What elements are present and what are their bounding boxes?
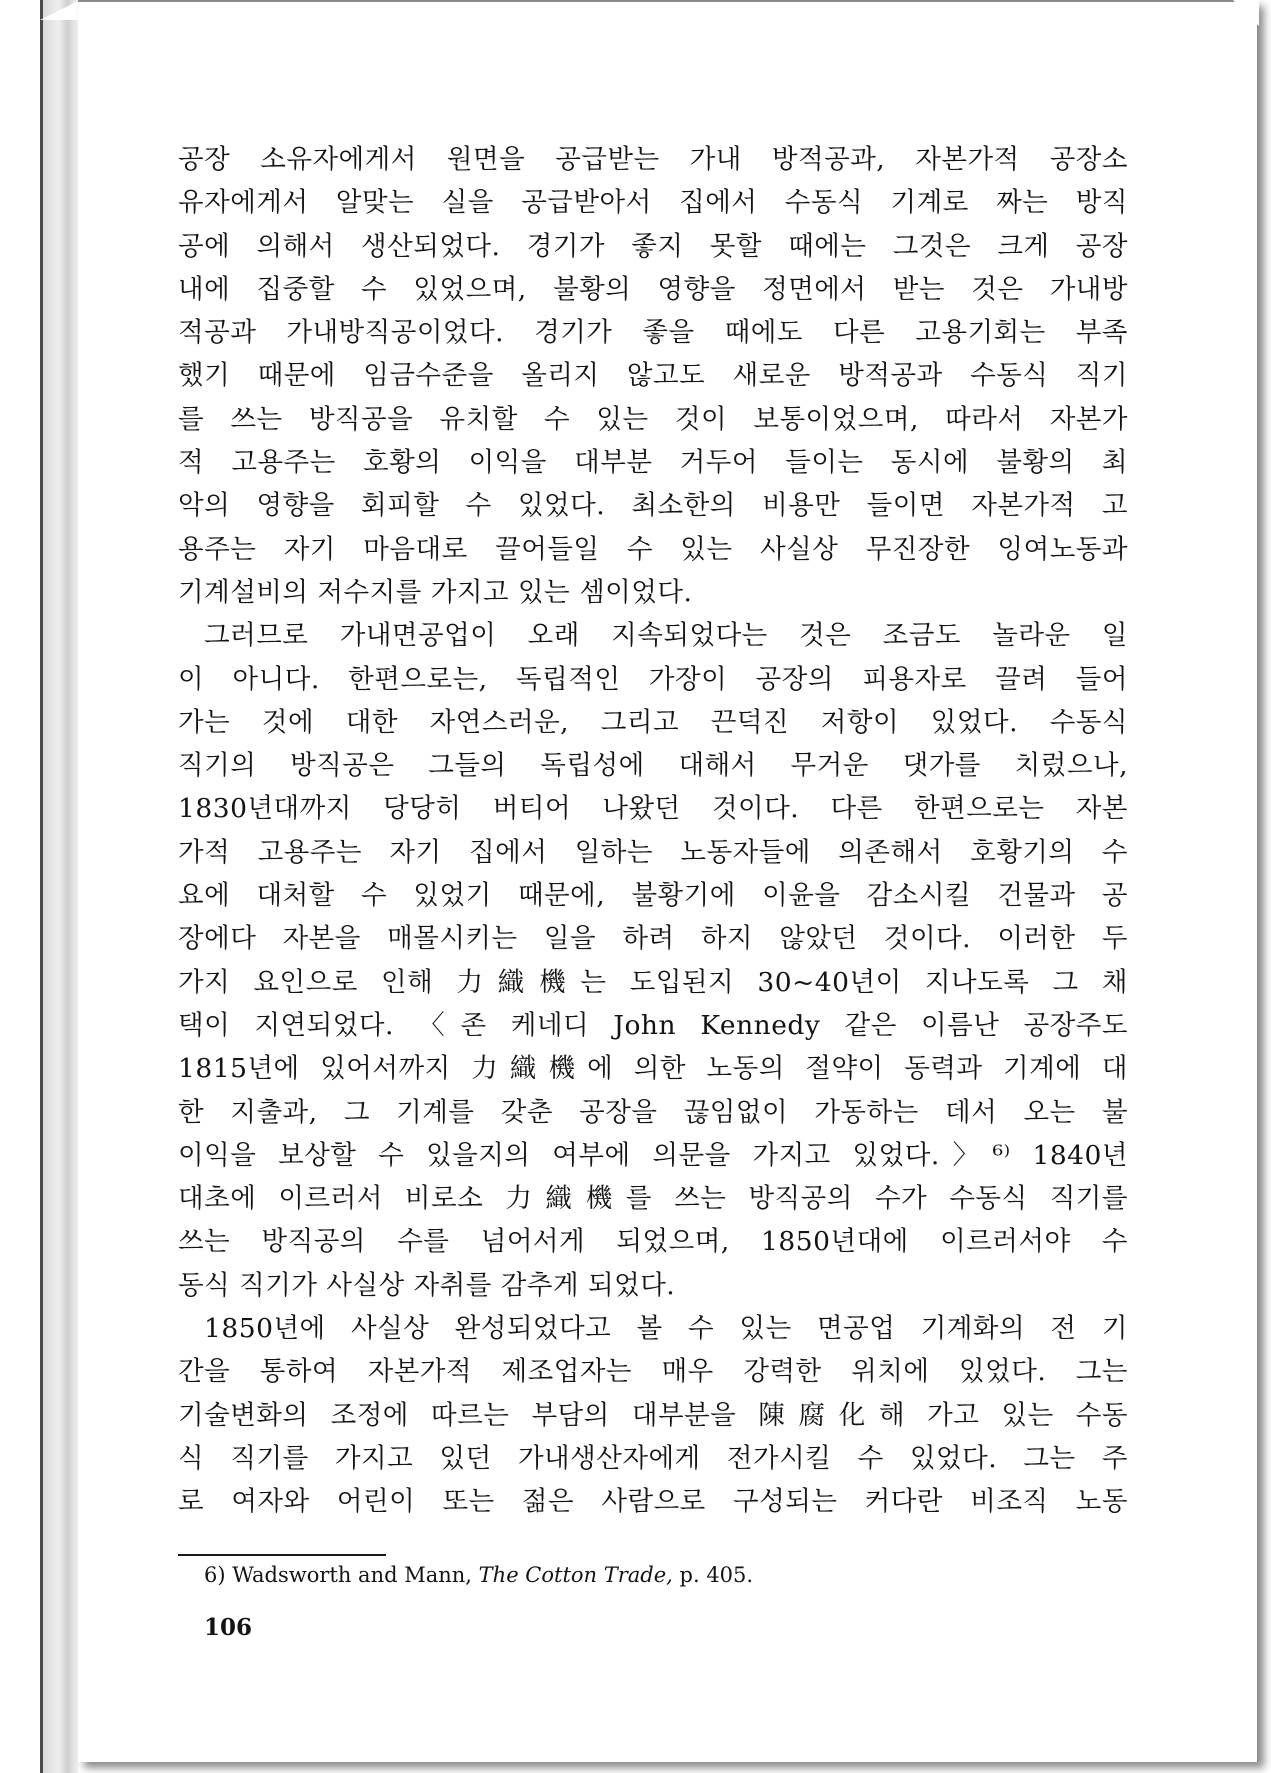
body-text <box>178 138 1128 1524</box>
page-edge-stack <box>40 0 78 1773</box>
text-line: 1815년에 있어서까지 力織機에 의한 노동의 절약이 동력과 기계에 대 <box>178 1053 1128 1085</box>
text-line: 적 고용주는 호황의 이익을 대부분 거두어 들이는 동시에 불황의 최 <box>178 447 1128 479</box>
footnote-number: 6) <box>204 1563 226 1587</box>
text-line: 가적 고용주는 자기 집에서 일하는 노동자들에 의존해서 호황기의 수 <box>178 836 1128 868</box>
footnote-page: p. 405. <box>679 1563 754 1587</box>
footnote-authors: Wadsworth and Mann, <box>232 1563 472 1587</box>
paragraph-first-line: 1850년에 사실상 완성되었다고 볼 수 있는 면공업 기계화의 전 기 <box>204 1313 1128 1345</box>
text-line: 간을 통하여 자본가적 제조업자는 매우 강력한 위치에 있었다. 그는 <box>178 1356 1128 1388</box>
text-line: 로 여자와 어린이 또는 젊은 사람으로 구성되는 커다란 비조직 노동 <box>178 1486 1128 1518</box>
text-line: 공장 소유자에게서 원면을 공급받는 가내 방적공과, 자본가적 공장소 <box>178 144 1128 175</box>
paragraph-first-line: 그러므로 가내면공업이 오래 지속되었다는 것은 조금도 놀라운 일 <box>204 620 1128 652</box>
text-line: 적공과 가내방직공이었다. 경기가 좋을 때에도 다른 고용기회는 부족 <box>178 317 1128 349</box>
text-line: 대초에 이르러서 비로소 力織機를 쓰는 방직공의 수가 수동식 직기를 <box>178 1183 1128 1215</box>
text-line: 용주는 자기 마음대로 끌어들일 수 있는 사실상 무진장한 잉여노동과 <box>178 533 1128 565</box>
text-line: 1830년대까지 당당히 버티어 나왔던 것이다. 다른 한편으로는 자본 <box>178 793 1128 825</box>
text-line: 했기 때문에 임금수준을 올리지 않고도 새로운 방적공과 수동식 직기 <box>178 360 1128 392</box>
text-line: 택이 지연되었다. 〈존 케네디 John Kennedy 같은 이름난 공장주도 <box>178 1009 1128 1041</box>
text-line: 기술변화의 조정에 따르는 부담의 대부분을 陳腐化해 가고 있는 수동 <box>178 1399 1128 1431</box>
page-corner-fold <box>1233 0 1259 26</box>
text-line: 기계설비의 저수지를 가지고 있는 셈이었다. <box>178 576 693 608</box>
text-line: 한 지출과, 그 기계를 갖춘 공장을 끊임없이 가동하는 데서 오는 불 <box>178 1096 1128 1128</box>
text-line: 공에 의해서 생산되었다. 경기가 좋지 못할 때에는 그것은 크게 공장 <box>178 230 1128 262</box>
footnote-divider <box>178 1554 386 1556</box>
text-line: 가는 것에 대한 자연스러운, 그리고 끈덕진 저항이 있었다. 수동식 <box>178 706 1128 738</box>
text-line: 가지 요인으로 인해 力織機는 도입된지 30~40년이 지나도록 그 채 <box>178 966 1128 998</box>
footnote-title: The Cotton Trade, <box>478 1563 673 1587</box>
text-line: 내에 집중할 수 있었으며, 불황의 영향을 정면에서 받는 것은 가내방 <box>178 273 1128 305</box>
text-line: 이익을 보상할 수 있을지의 여부에 의문을 가지고 있었다.〉⁶⁾ 1840년 <box>178 1139 1128 1171</box>
text-line: 유자에게서 알맞는 실을 공급받아서 집에서 수동식 기계로 짜는 방직 <box>178 187 1128 219</box>
text-line: 를 쓰는 방직공을 유치할 수 있는 것이 보통이었으며, 따라서 자본가 <box>178 403 1128 435</box>
text-line: 이 아니다. 한편으로는, 독립적인 가장이 공장의 피용자로 끌려 들어 <box>178 663 1128 695</box>
text-line: 장에다 자본을 매몰시키는 일을 하려 하지 않았던 것이다. 이러한 두 <box>178 923 1128 955</box>
text-line: 동식 직기가 사실상 자취를 감추게 되었다. <box>178 1269 676 1301</box>
text-line: 쓰는 방직공의 수를 넘어서게 되었으며, 1850년대에 이르러서야 수 <box>178 1226 1128 1258</box>
text-line: 악의 영향을 회피할 수 있었다. 최소한의 비용만 들이면 자본가적 고 <box>178 490 1128 522</box>
text-line: 식 직기를 가지고 있던 가내생산자에게 전가시킬 수 있었다. 그는 주 <box>178 1442 1128 1474</box>
page-number: 106 <box>204 1614 253 1641</box>
footnote <box>204 1560 753 1590</box>
text-line: 직기의 방직공은 그들의 독립성에 대해서 무거운 댓가를 치렀으나, <box>178 750 1128 782</box>
text-line: 요에 대처할 수 있었기 때문에, 불황기에 이윤을 감소시킬 건물과 공 <box>178 880 1128 912</box>
